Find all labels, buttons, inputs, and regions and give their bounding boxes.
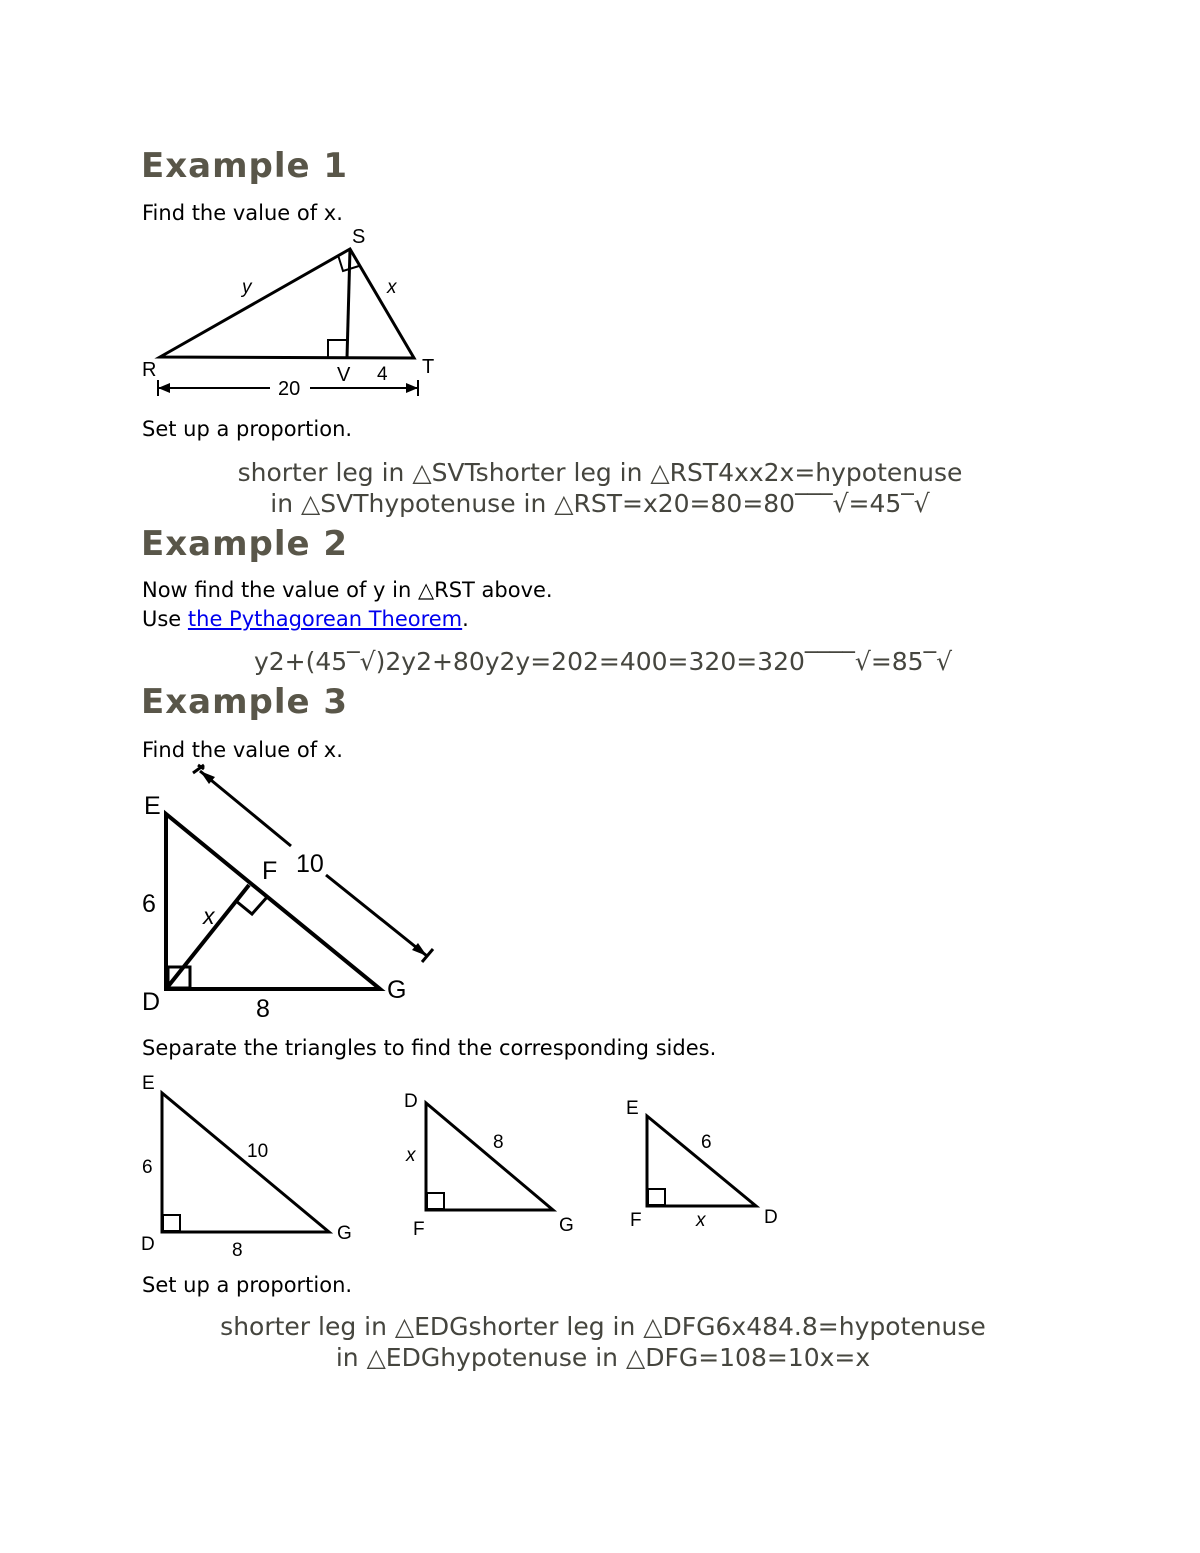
example-2-heading: Example 2 (141, 524, 349, 564)
tri-dfg-label-d: D (404, 1091, 418, 1112)
example-1-setup: Set up a proportion. (142, 417, 353, 441)
example-3-setup: Set up a proportion. (142, 1273, 353, 1297)
label-vertex-g: G (387, 976, 407, 1004)
label-vertex-d: D (142, 988, 161, 1016)
example-1-heading: Example 1 (141, 146, 349, 186)
tri-edg-label-ed: 6 (142, 1157, 153, 1178)
separated-triangle-dfg (404, 1091, 574, 1240)
separated-triangle-edg (141, 1073, 352, 1261)
label-vertex-f: F (262, 857, 278, 885)
example-1-prompt: Find the value of x. (142, 201, 343, 225)
label-side-ed: 6 (142, 890, 156, 918)
tri-efd-label-e: E (626, 1098, 639, 1119)
separated-triangle-efd (626, 1098, 778, 1231)
tri-edg-label-dg: 8 (232, 1240, 243, 1261)
tri-dfg-label-df: x (406, 1145, 416, 1166)
tri-efd-label-d: D (764, 1207, 778, 1228)
tri-edg-label-e: E (142, 1073, 155, 1094)
example-1-math-line-2: in △SVThypotenuse in △RST=x20=80=80‾‾‾√=45‾√ (270, 489, 930, 518)
label-length-eg: 10 (296, 850, 324, 878)
example-3-heading: Example 3 (141, 682, 349, 722)
label-vertex-r: R (142, 359, 157, 381)
tri-efd-label-ed: 6 (701, 1132, 712, 1153)
label-side-dg: 8 (256, 995, 270, 1023)
figure-separated-triangles (136, 1068, 796, 1264)
tri-dfg-label-f: F (413, 1219, 425, 1240)
example-3-separate: Separate the triangles to find the corresponding sides. (142, 1036, 717, 1060)
example-2-math: y2+(45‾√)2y2+80y2y=202=400=320=320‾‾‾‾√=85‾√ (253, 647, 953, 676)
tri-edg-label-eg: 10 (247, 1141, 269, 1162)
label-vertex-t: T (422, 356, 435, 378)
label-vertex-e: E (144, 792, 161, 820)
example-2-line-2 (142, 605, 469, 634)
figure-triangle-rst (138, 225, 438, 405)
example-3-math-line-2: in △EDGhypotenuse in △DFG=108=10x=x (335, 1343, 871, 1372)
label-vertex-s: S (352, 226, 366, 248)
tri-dfg-label-dg: 8 (493, 1132, 504, 1153)
example-2-line-1: Now find the value of y in △RST above. (142, 578, 553, 602)
tri-edg-label-d: D (141, 1234, 155, 1255)
label-segment-vt: 4 (377, 364, 388, 385)
figure-triangle-edg (136, 762, 441, 1030)
example-3-prompt: Find the value of x. (142, 738, 343, 762)
label-side-y: y (242, 277, 252, 298)
example-3-math-line-1: shorter leg in △EDGshorter leg in △DFG6x484.8=hypotenuse (220, 1312, 986, 1341)
example-2-line-2-prefix: Use (142, 607, 188, 631)
tri-efd-label-f: F (630, 1210, 642, 1231)
label-side-df: x (203, 903, 215, 929)
pythagorean-theorem-link[interactable]: the Pythagorean Theorem (187, 607, 463, 631)
tri-efd-label-fd: x (696, 1210, 706, 1231)
tri-dfg-label-g: G (559, 1215, 574, 1236)
example-1-math-line-1: shorter leg in △SVTshorter leg in △RST4xx2x=hypotenuse (237, 458, 963, 487)
label-length-rt: 20 (278, 378, 301, 400)
example-2-line-2-suffix: . (462, 607, 469, 631)
label-vertex-v: V (337, 364, 351, 386)
tri-edg-label-g: G (337, 1223, 352, 1244)
label-side-x: x (387, 277, 397, 298)
